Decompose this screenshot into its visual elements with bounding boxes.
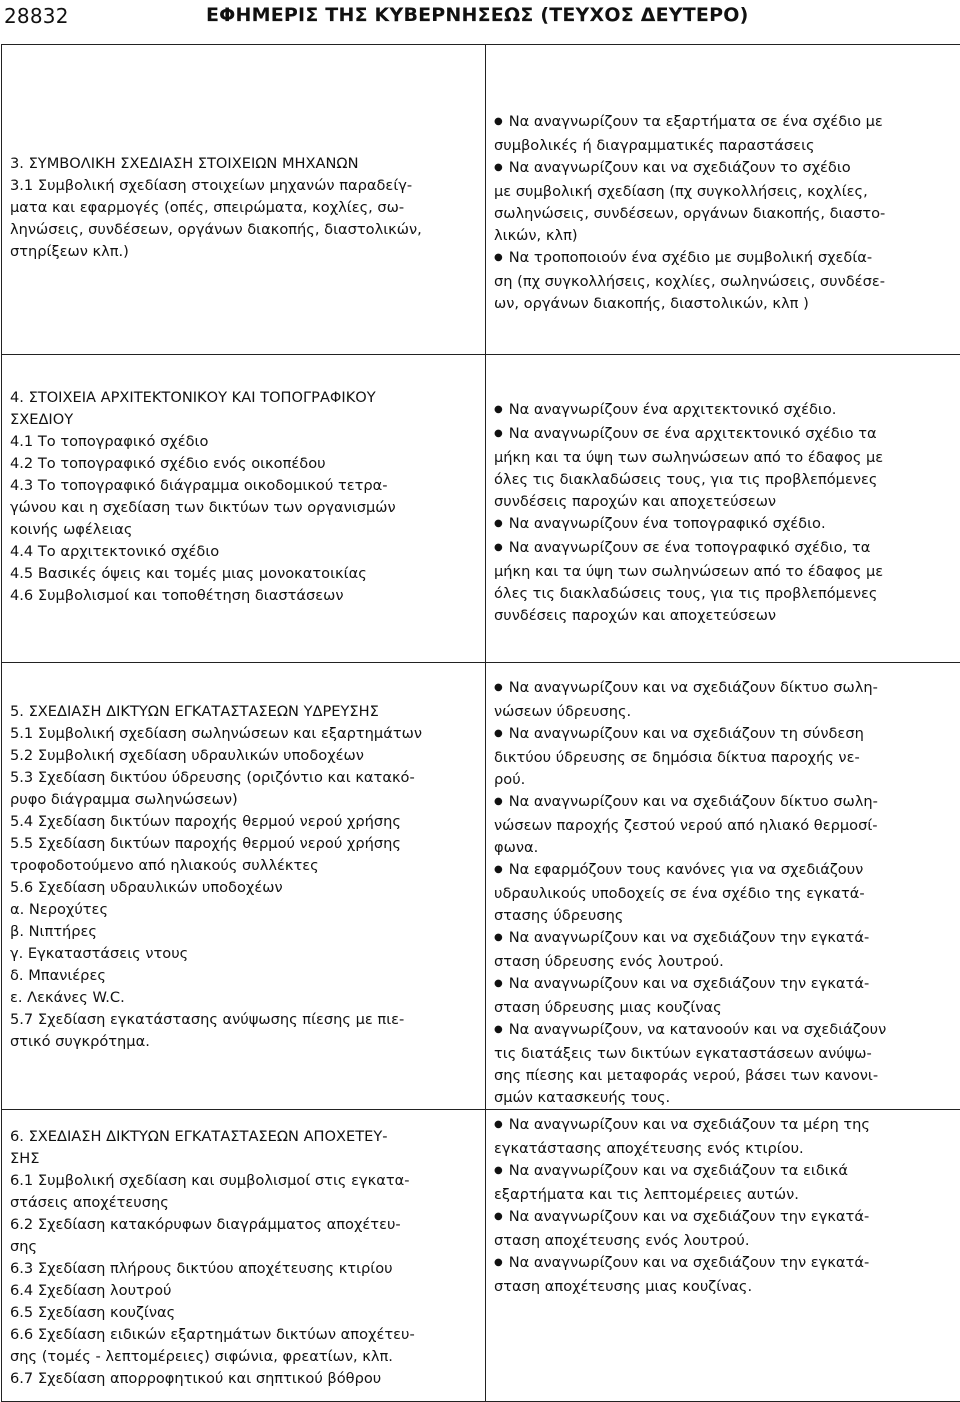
curriculum-table	[1, 44, 960, 1402]
content-line: 6.4 Σχεδίαση λουτρού	[10, 1282, 172, 1299]
objective-line: εξαρτήματα και τις λεπτομέρειες αυτών.	[494, 1186, 799, 1203]
objective-bullet-line: ● Να αναγνωρίζουν ένα τοπογραφικό σχέδιο.	[494, 513, 960, 537]
objectives-cell	[486, 355, 960, 663]
objective-line: μήκη και τα ύψη των σωληνώσεων από το έδαφος με	[494, 563, 884, 580]
objective-line: όλες τις διακλαδώσεις τους, για τις προβλεπόμενες	[494, 585, 878, 602]
table-row	[2, 355, 960, 663]
objective-line: δικτύου ύδρευσης σε δημόσια δίκτυα παροχής νε-	[494, 749, 860, 766]
objectives-cell	[486, 45, 960, 355]
content-line: γ. Εγκαταστάσεις ντους	[10, 945, 189, 962]
content-line: α. Νεροχύτες	[10, 901, 109, 918]
objective-line: μήκη και τα ύψη των σωληνώσεων από το έδαφος με	[494, 449, 884, 466]
journal-title: ΕΦΗΜΕΡΙΣ ΤΗΣ ΚΥΒΕΡΝΗΣΕΩΣ (ΤΕΥΧΟΣ ΔΕΥΤΕΡΟ)	[206, 4, 749, 26]
table-row	[2, 45, 960, 355]
content-line: στηρίξεων κλπ.)	[10, 243, 129, 260]
objective-bullet-line: ● Να αναγνωρίζουν, να κατανοούν και να σχεδιάζουν	[494, 1019, 960, 1043]
objective-bullet-line: ● Να αναγνωρίζουν και να σχεδιάζουν την εγκατά-	[494, 927, 960, 951]
content-line: 5.2 Συμβολική σχεδίαση υδραυλικών υποδοχέων	[10, 747, 364, 764]
content-line: τροφοδοτούμενο από ηλιακούς συλλέκτες	[10, 857, 319, 874]
objective-line: σταση ύδρευσης μιας κουζίνας	[494, 999, 722, 1016]
objective-line: συνδέσεις παροχών και αποχετεύσεων	[494, 493, 777, 510]
content-cell	[2, 45, 486, 355]
content-line: 4.2 Το τοπογραφικό σχέδιο ενός οικοπέδου	[10, 455, 326, 472]
objective-bullet-line: ● Να αναγνωρίζουν ένα αρχιτεκτονικό σχέδιο.	[494, 399, 960, 423]
objective-bullet-line: ● Να αναγνωρίζουν και να σχεδιάζουν την εγκατά-	[494, 1206, 960, 1230]
objective-line: σταση αποχέτευσης μιας κουζίνας.	[494, 1278, 753, 1295]
content-line: 4.3 Το τοπογραφικό διάγραμμα οικοδομικού τετρα-	[10, 477, 388, 494]
objective-line: σης πίεσης και μεταφοράς νερού, βάσει των κανονι-	[494, 1067, 879, 1084]
objective-bullet-line: ● Να τροποποιούν ένα σχέδιο με συμβολική σχεδία-	[494, 247, 960, 271]
content-line: ληνώσεις, συνδέσεων, οργάνων διακοπής, διαστολικών,	[10, 221, 422, 238]
content-line: 4.6 Συμβολισμοί και τοποθέτηση διαστάσεων	[10, 587, 344, 604]
content-line: στικό συγκρότημα.	[10, 1033, 150, 1050]
objective-bullet-line: ● Να αναγνωρίζουν τα εξαρτήματα σε ένα σχέδιο με	[494, 111, 960, 135]
objective-line: εγκατάστασης αποχέτευσης ενός κτιρίου.	[494, 1140, 804, 1157]
content-cell	[2, 355, 486, 663]
content-line: 6.7 Σχεδίαση απορροφητικού και σηπτικού βόθρου	[10, 1370, 382, 1387]
objective-bullet-line: ● Να εφαρμόζουν τους κανόνες για να σχεδιάζουν	[494, 859, 960, 883]
content-line: 5.3 Σχεδίαση δικτύου ύδρευσης (οριζόντιο και κατακό-	[10, 769, 415, 786]
objective-bullet-line: ● Να αναγνωρίζουν και να σχεδιάζουν τα μέρη της	[494, 1114, 960, 1138]
objective-bullet-line: ● Να αναγνωρίζουν και να σχεδιάζουν το σχέδιο	[494, 157, 960, 181]
objective-line: σμών κατασκευής τους.	[494, 1089, 671, 1106]
content-line: 6.3 Σχεδίαση πλήρους δικτύου αποχέτευσης κτιρίου	[10, 1260, 393, 1277]
table-row	[2, 1110, 960, 1402]
objective-line: λικών, κλπ)	[494, 227, 578, 244]
table-row	[2, 663, 960, 1110]
content-line: 6. ΣΧΕΔΙΑΣΗ ΔΙΚΤΥΩΝ ΕΓΚΑΤΑΣΤΑΣΕΩΝ ΑΠΟΧΕΤΕΥ-	[10, 1128, 388, 1145]
objective-bullet-line: ● Να αναγνωρίζουν σε ένα τοπογραφικό σχέδιο, τα	[494, 537, 960, 561]
content-line: κοινής ωφέλειας	[10, 521, 133, 538]
content-line: 5.6 Σχεδίαση υδραυλικών υποδοχέων	[10, 879, 283, 896]
objective-line: συνδέσεις παροχών και αποχετεύσεων	[494, 607, 777, 624]
content-line: σης	[10, 1238, 38, 1255]
objective-line: νώσεων παροχής ζεστού νερού από ηλιακό θερμοσί-	[494, 817, 878, 834]
content-line: 4.1 Το τοπογραφικό σχέδιο	[10, 433, 209, 450]
content-cell	[2, 1110, 486, 1402]
objective-bullet-line: ● Να αναγνωρίζουν και να σχεδιάζουν την εγκατά-	[494, 973, 960, 997]
content-line: 4.5 Βασικές όψεις και τομές μιας μονοκατοικίας	[10, 565, 367, 582]
objective-line: φωνα.	[494, 839, 539, 856]
objective-line: ων, οργάνων διακοπής, διαστολικών, κλπ )	[494, 295, 809, 312]
objective-line: με συμβολική σχεδίαση (πχ συγκολλήσεις, κοχλίες,	[494, 183, 868, 200]
content-line: β. Νιπτήρες	[10, 923, 97, 940]
page-number: 28832	[4, 4, 69, 28]
objective-bullet-line: ● Να αναγνωρίζουν και να σχεδιάζουν δίκτυο σωλη-	[494, 791, 960, 815]
objective-bullet-line: ● Να αναγνωρίζουν και να σχεδιάζουν τα ειδικά	[494, 1160, 960, 1184]
content-line: γώνου και η σχεδίαση των δικτύων των οργανισμών	[10, 499, 396, 516]
content-line: 6.2 Σχεδίαση κατακόρυφων διαγράμματος αποχέτευ-	[10, 1216, 401, 1233]
objective-line: υδραυλικούς υποδοχείς σε ένα σχέδιο της εγκατά-	[494, 885, 865, 902]
content-line: 5.7 Σχεδίαση εγκατάστασης ανύψωσης πίεσης με πιε-	[10, 1011, 405, 1028]
content-line: 5.1 Συμβολική σχεδίαση σωληνώσεων και εξαρτημάτων	[10, 725, 422, 742]
content-line: 3.1 Συμβολική σχεδίαση στοιχείων μηχανών παραδείγ-	[10, 177, 413, 194]
content-line: ΣΗΣ	[10, 1150, 40, 1167]
objective-line: στασης ύδρευσης	[494, 907, 624, 924]
objectives-cell	[486, 663, 960, 1110]
content-line: ΣΧΕΔΙΟΥ	[10, 411, 74, 428]
objectives-cell	[486, 1110, 960, 1402]
objective-line: όλες τις διακλαδώσεις τους, για τις προβλεπόμενες	[494, 471, 878, 488]
objective-bullet-line: ● Να αναγνωρίζουν σε ένα αρχιτεκτονικό σχέδιο τα	[494, 423, 960, 447]
objective-line: σταση ύδρευσης ενός λουτρού.	[494, 953, 724, 970]
objective-line: νώσεων ύδρευσης.	[494, 703, 632, 720]
objective-line: ρού.	[494, 771, 526, 788]
content-line: 5. ΣΧΕΔΙΑΣΗ ΔΙΚΤΥΩΝ ΕΓΚΑΤΑΣΤΑΣΕΩΝ ΥΔΡΕΥΣΗΣ	[10, 703, 379, 720]
content-line: 4. ΣΤΟΙΧΕΙΑ ΑΡΧΙΤΕΚΤΟΝΙΚΟΥ ΚΑΙ ΤΟΠΟΓΡΑΦΙΚΟΥ	[10, 389, 376, 406]
page-header	[0, 0, 960, 40]
objective-line: συμβολικές ή διαγραμματικές παραστάσεις	[494, 137, 815, 154]
content-line: 6.6 Σχεδίαση ειδικών εξαρτημάτων δικτύων αποχέτευ-	[10, 1326, 415, 1343]
content-line: 3. ΣΥΜΒΟΛΙΚΗ ΣΧΕΔΙΑΣΗ ΣΤΟΙΧΕΙΩΝ ΜΗΧΑΝΩΝ	[10, 155, 359, 172]
content-cell	[2, 663, 486, 1110]
objective-line: ση (πχ συγκολλήσεις, κοχλίες, σωληνώσεις, συνδέσε-	[494, 273, 885, 290]
content-line: 6.5 Σχεδίαση κουζίνας	[10, 1304, 176, 1321]
content-line: σης (τομές - λεπτομέρειες) σιφώνια, φρεατίων, κλπ.	[10, 1348, 393, 1365]
objective-bullet-line: ● Να αναγνωρίζουν και να σχεδιάζουν την εγκατά-	[494, 1252, 960, 1276]
content-line: ματα και εφαρμογές (οπές, σπειρώματα, κοχλίες, σω-	[10, 199, 405, 216]
content-line: ε. Λεκάνες W.C.	[10, 989, 125, 1006]
objective-line: σωληνώσεις, συνδέσεων, οργάνων διακοπής, διαστο-	[494, 205, 886, 222]
objective-line: σταση αποχέτευσης ενός λουτρού.	[494, 1232, 750, 1249]
content-line: 5.4 Σχεδίαση δικτύων παροχής θερμού νερού χρήσης	[10, 813, 401, 830]
content-line: 6.1 Συμβολική σχεδίαση και συμβολισμοί στις εγκατα-	[10, 1172, 410, 1189]
objective-bullet-line: ● Να αναγνωρίζουν και να σχεδιάζουν δίκτυο σωλη-	[494, 677, 960, 701]
content-line: 5.5 Σχεδίαση δικτύων παροχής θερμού νερού χρήσης	[10, 835, 401, 852]
objective-bullet-line: ● Να αναγνωρίζουν και να σχεδιάζουν τη σύνδεση	[494, 723, 960, 747]
objective-line: τις διατάξεις των δικτύων εγκαταστάσεων ανύψω-	[494, 1045, 872, 1062]
content-line: 4.4 Το αρχιτεκτονικό σχέδιο	[10, 543, 220, 560]
content-line: ρυφο διάγραμμα σωληνώσεων)	[10, 791, 238, 808]
content-line: στάσεις αποχέτευσης	[10, 1194, 169, 1211]
content-line: δ. Μπανιέρες	[10, 967, 106, 984]
